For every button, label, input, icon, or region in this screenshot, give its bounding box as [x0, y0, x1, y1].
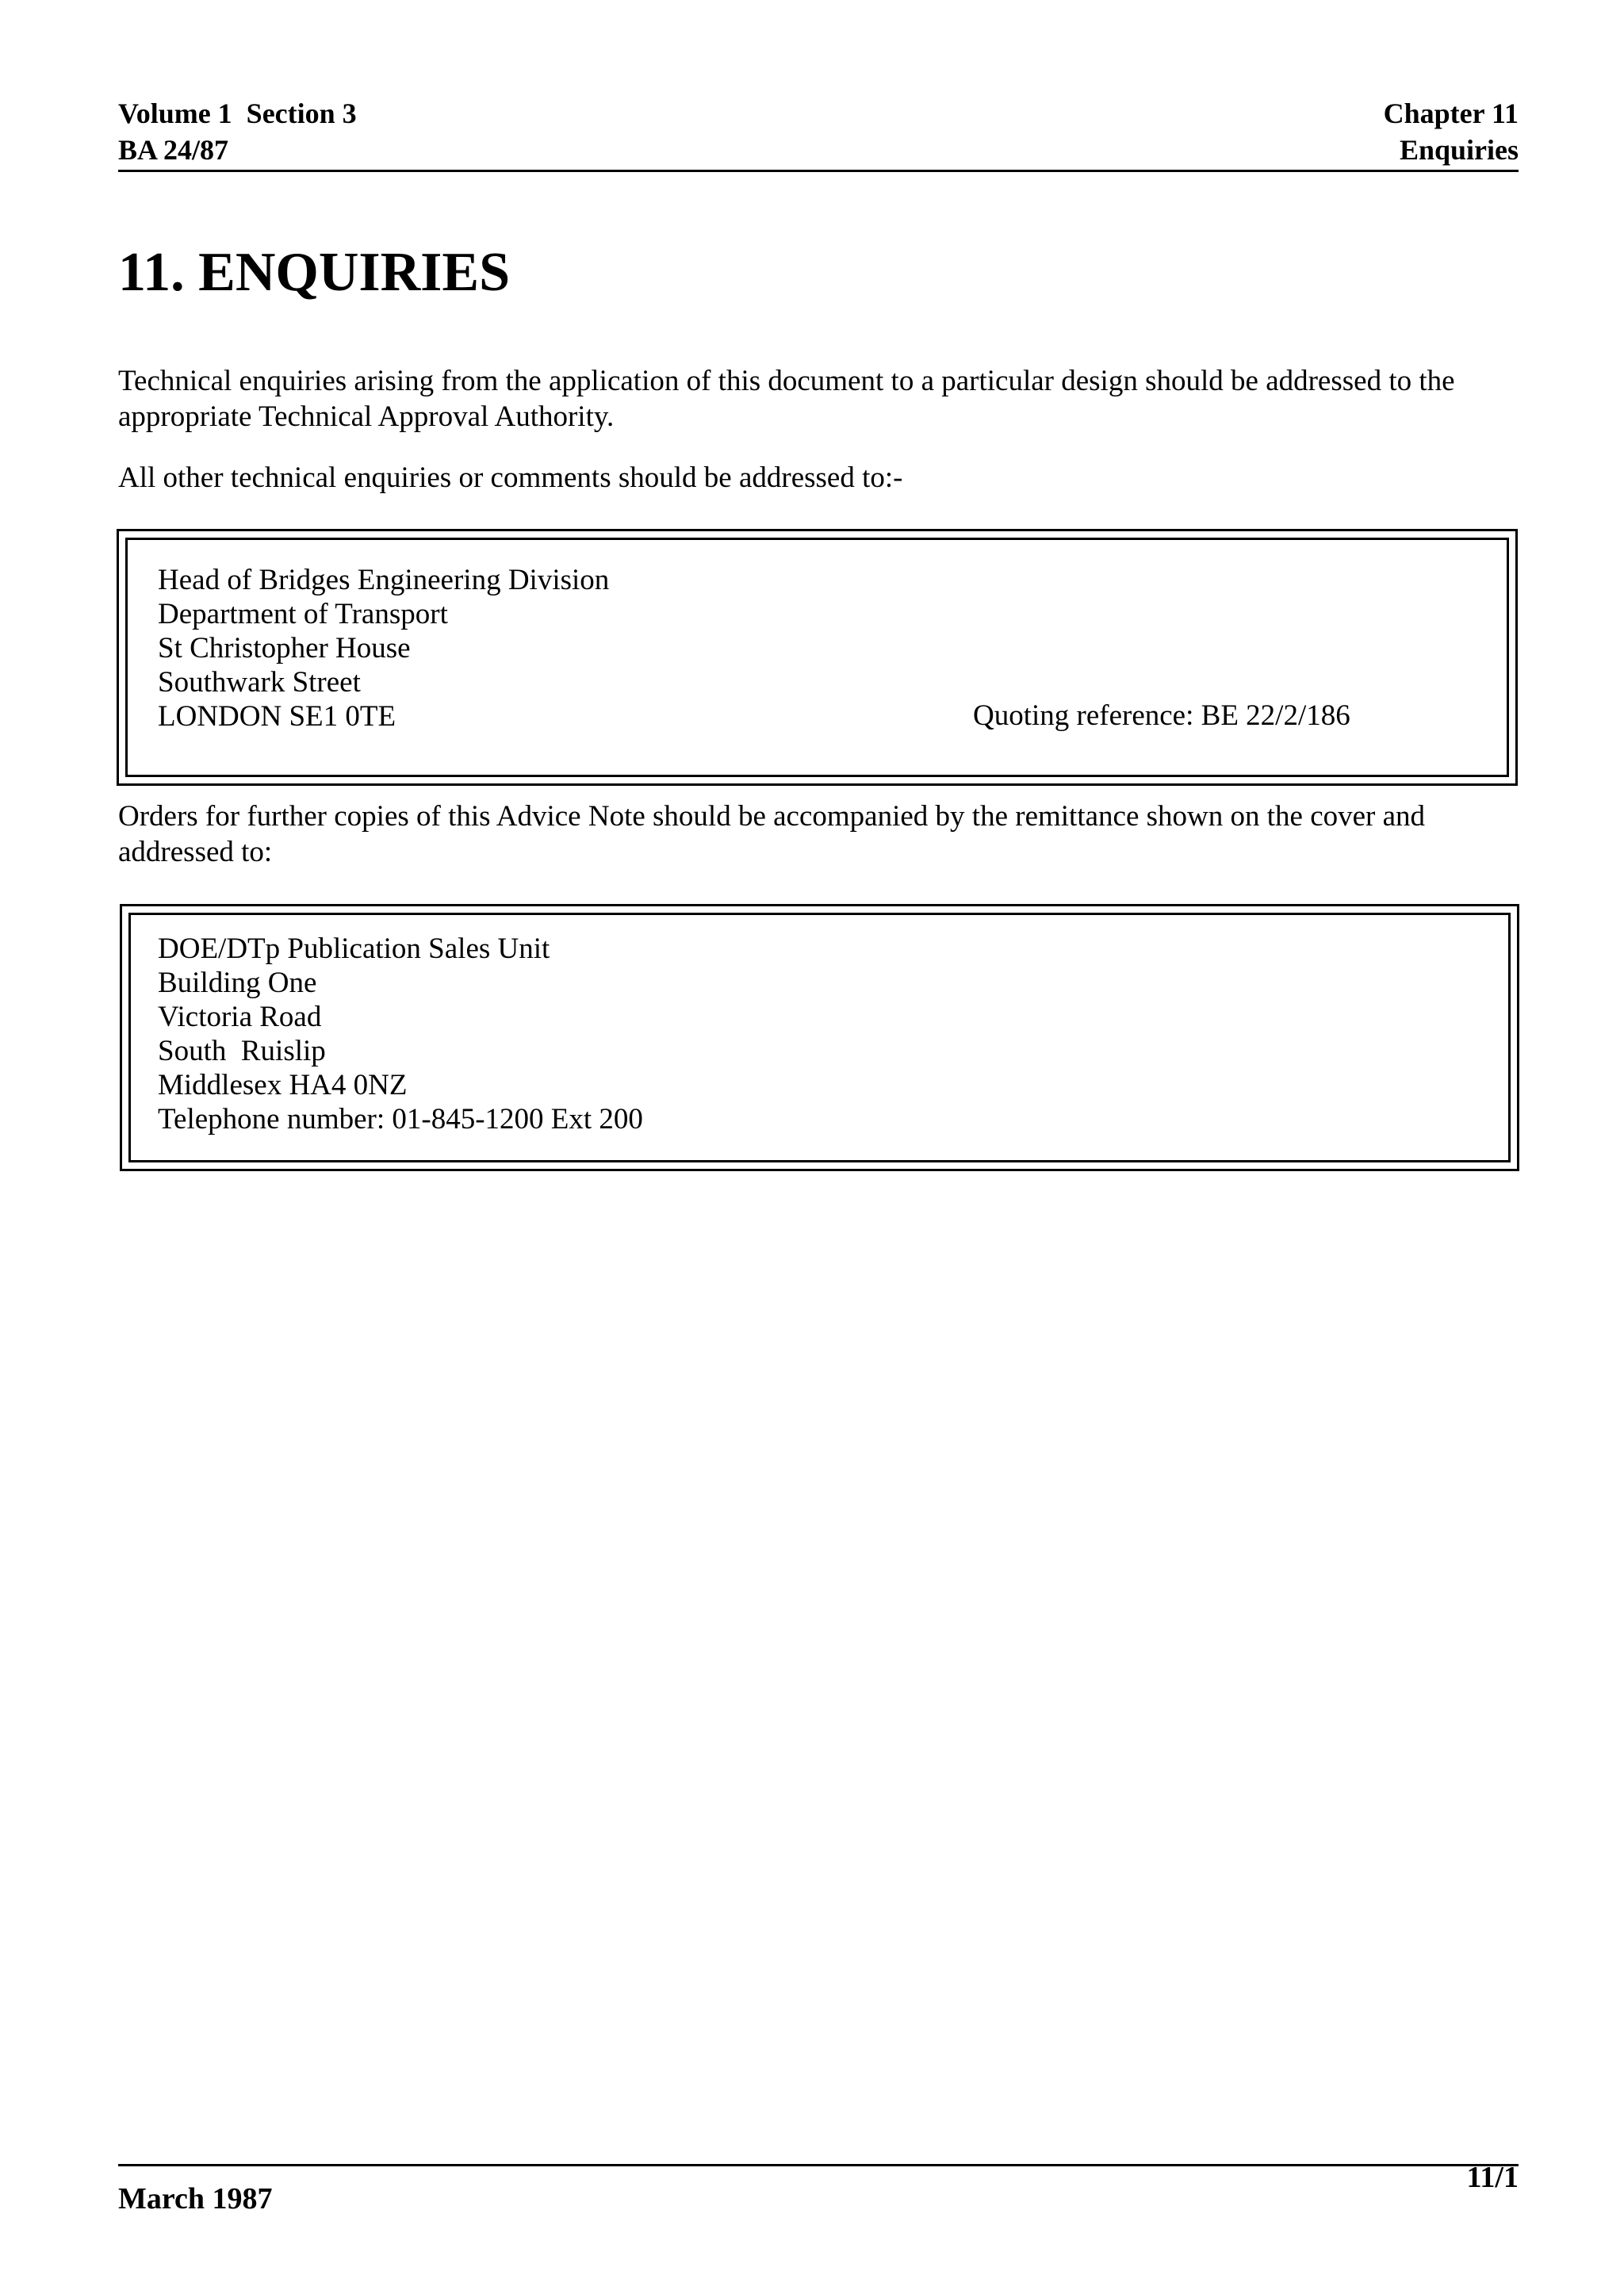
technical-enquiries-paragraph: Technical enquiries arising from the application of this document to a particular design should be addressed to the appropriate Technical Approval Authority. [118, 365, 1455, 433]
running-header-left [118, 95, 357, 168]
address-line: Southwark Street [158, 666, 361, 699]
address-line: DOE/DTp Publication Sales Unit [158, 933, 550, 965]
address-lines [158, 563, 609, 733]
volume-section: Volume 1 Section 3 [118, 98, 357, 129]
telephone-line: Telephone number: 01-845-1200 Ext 200 [158, 1103, 643, 1136]
address-line: Department of Transport [158, 598, 448, 630]
chapter-name: Enquiries [1399, 134, 1519, 166]
address-line: Head of Bridges Engineering Division [158, 564, 610, 596]
address-lines [158, 932, 643, 1136]
address-line: St Christopher House [158, 632, 411, 664]
address-line: LONDON SE1 0TE [158, 700, 396, 733]
quoting-reference: Quoting reference: BE 22/2/186 [973, 699, 1350, 732]
running-header-right [1384, 95, 1519, 168]
page-number: 11/1 [1466, 2161, 1519, 2194]
chapter-title: 11. ENQUIRIES [118, 242, 511, 303]
publication-date: March 1987 [118, 2182, 273, 2215]
address-line: Victoria Road [158, 1001, 322, 1033]
chapter-number: Chapter 11 [1383, 98, 1519, 129]
orders-paragraph: Orders for further copies of this Advice Note should be accompanied by the remittance shown on the cover and addressed to: [118, 800, 1426, 868]
address-line: Middlesex HA4 0NZ [158, 1069, 408, 1101]
footer-rule [118, 2164, 1519, 2166]
document-reference: BA 24/87 [118, 134, 229, 166]
publication-sales-address-box [120, 904, 1519, 1171]
bridges-division-address-box [117, 529, 1518, 786]
header-rule [118, 170, 1519, 172]
address-line: South Ruislip [158, 1035, 326, 1067]
other-enquiries-paragraph: All other technical enquiries or comments should be addressed to:- [118, 461, 903, 494]
address-line: Building One [158, 967, 317, 999]
